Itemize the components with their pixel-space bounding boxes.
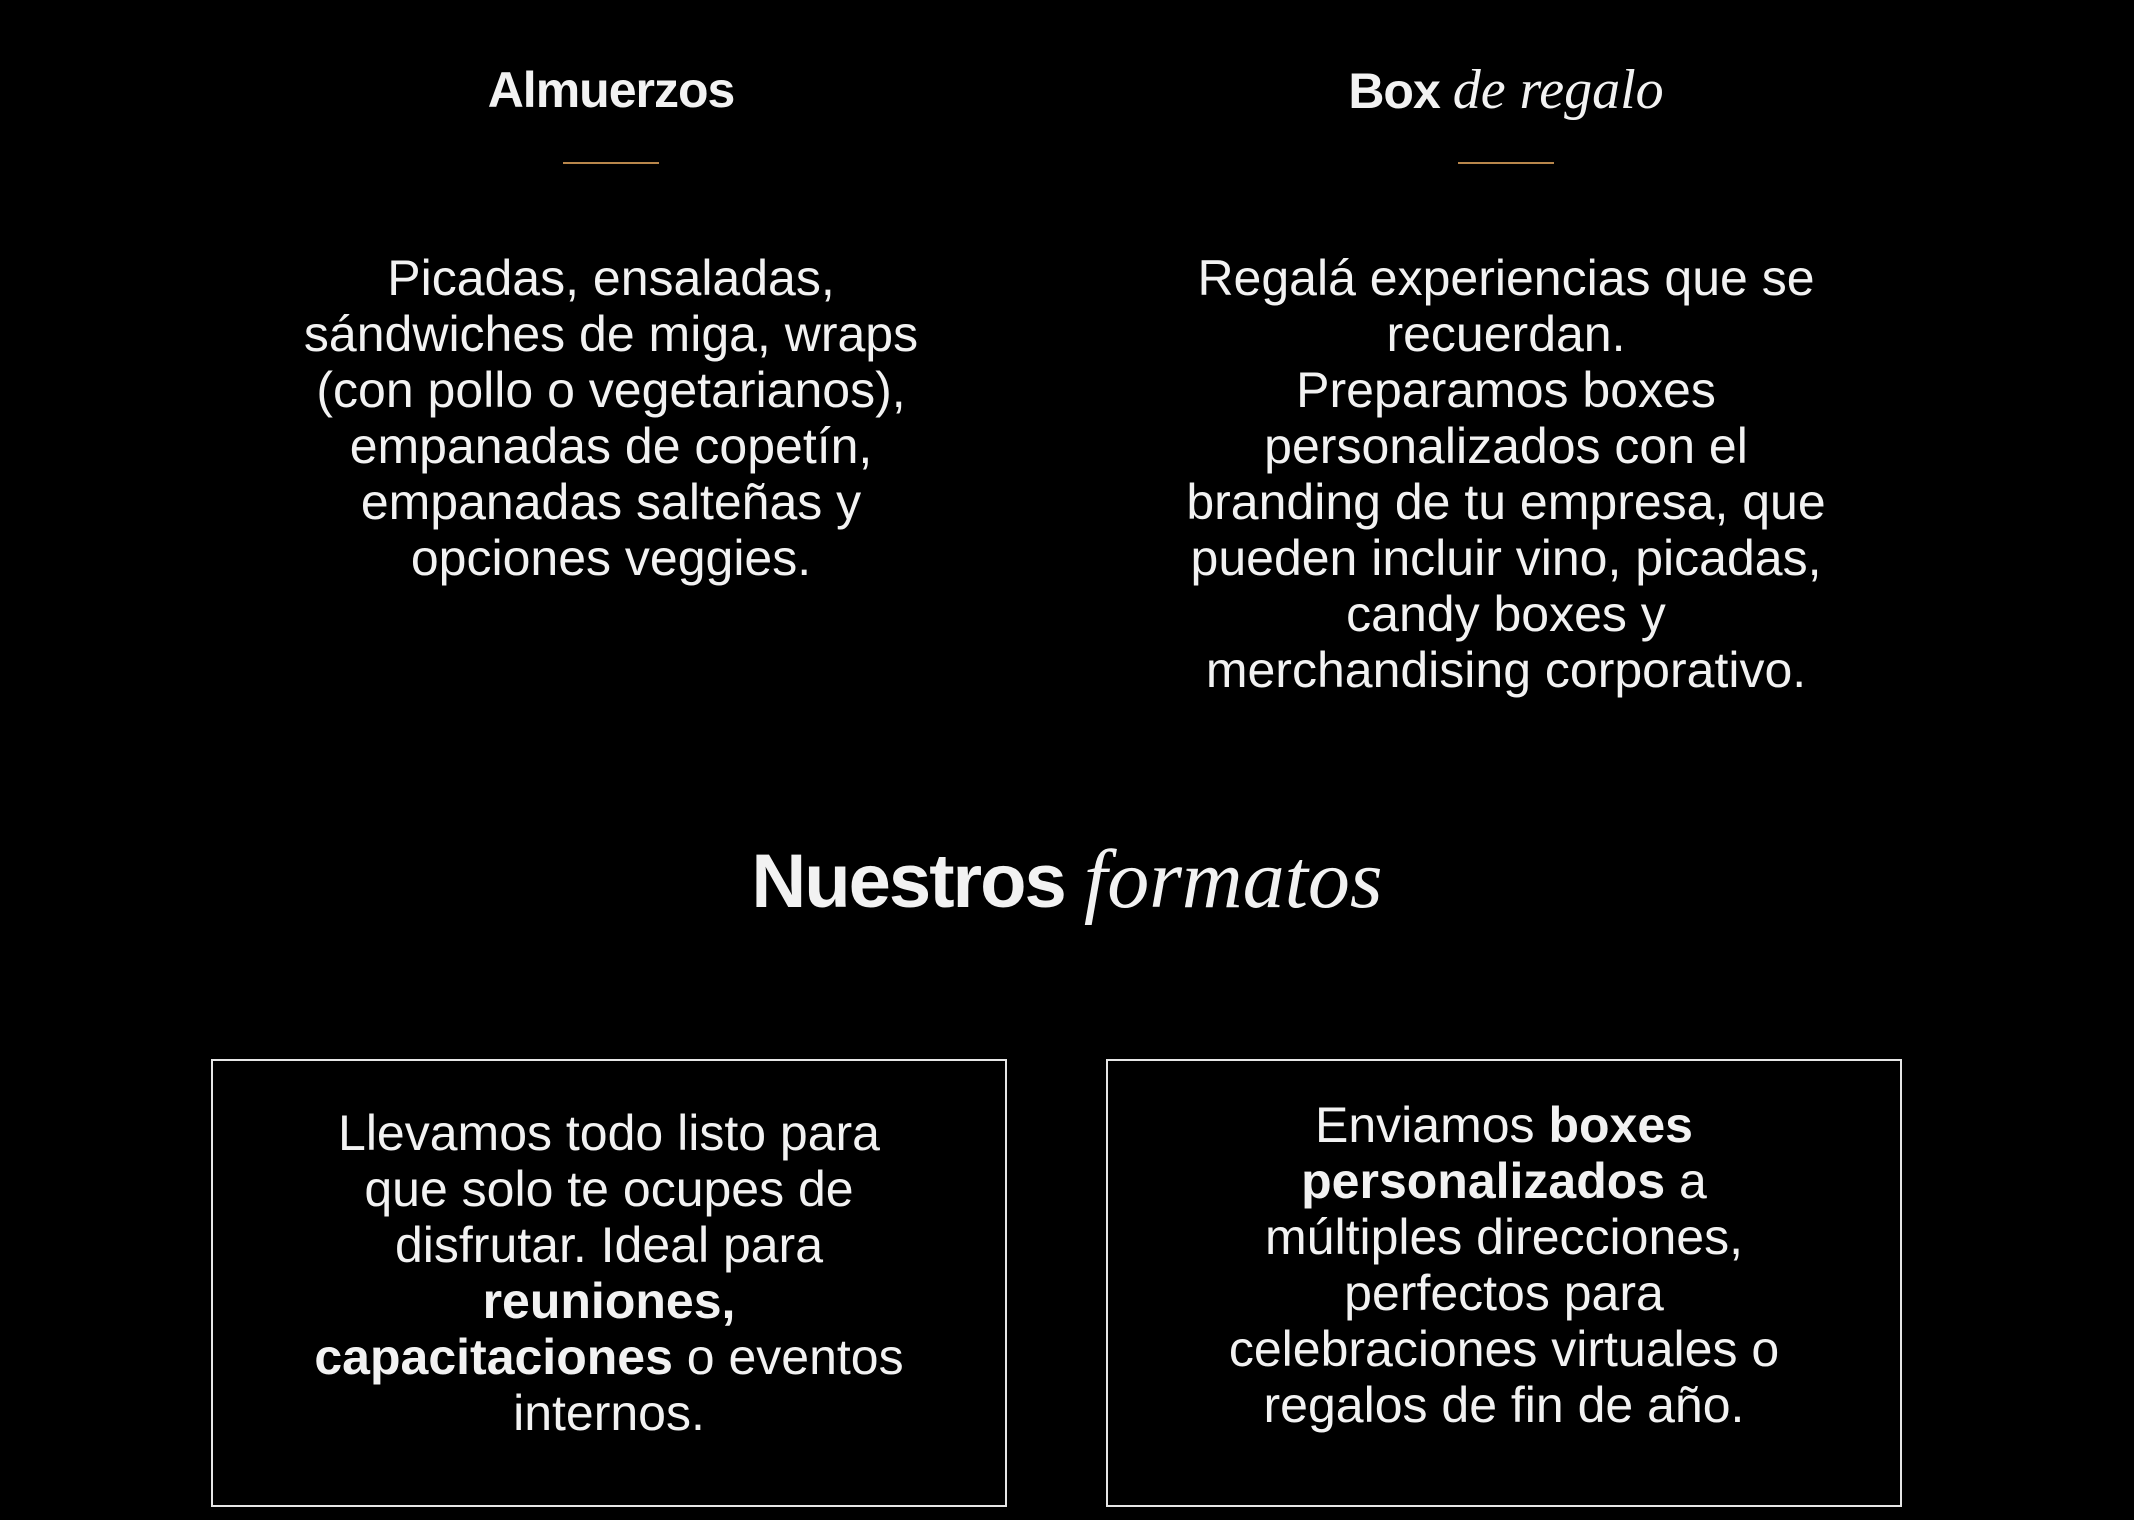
section-title-bold: Nuestros [751,839,1065,924]
accent-divider [1458,162,1554,164]
column-description-box-de-regalo [1126,250,1886,698]
description-line: branding de tu empresa, que [1186,474,1826,530]
card-line: múltiples direcciones, [1265,1209,1743,1265]
format-card-delivery [1106,1059,1902,1507]
column-title-box-de-regalo [1056,60,1956,121]
card-line: celebraciones virtuales o [1228,1321,1780,1377]
description-line: candy boxes y [1346,586,1666,642]
card-text-pre: Enviamos [1315,1097,1549,1153]
card-line: internos. [513,1385,705,1441]
format-card-text [1108,1097,1900,1433]
column-title-bold: Box [1348,63,1440,119]
format-card-in-person [211,1059,1007,1507]
description-line: empanadas de copetín, [349,418,873,474]
card-line: que solo te ocupes de [364,1161,854,1217]
column-description-almuerzos [231,250,991,586]
description-line: pueden incluir vino, picadas, [1190,530,1822,586]
card-line: regalos de fin de año. [1263,1377,1745,1433]
card-text-rest: o eventos [672,1329,904,1385]
card-line [1108,1097,1900,1153]
card-line [213,1329,1005,1385]
card-bold-text: boxes [1548,1097,1693,1153]
card-line [213,1273,1005,1329]
format-card-text [213,1105,1005,1441]
accent-divider [563,162,659,164]
card-bold-text: personalizados [1301,1153,1666,1209]
description-line: empanadas salteñas y [360,474,862,530]
column-title-italic: de regalo [1452,59,1664,121]
column-title-bold: Almuerzos [487,62,735,118]
card-line: perfectos para [1344,1265,1664,1321]
column-title-almuerzos [161,60,1061,120]
card-line: disfrutar. Ideal para [394,1217,824,1273]
description-line: sándwiches de miga, wraps [303,306,919,362]
description-line: Regalá experiencias que se [1197,250,1815,306]
description-line: personalizados con el [1264,418,1748,474]
description-line: opciones veggies. [410,530,812,586]
description-line: (con pollo o vegetarianos), [316,362,906,418]
section-title-italic: formatos [1083,833,1383,926]
card-bold-text: capacitaciones [314,1329,673,1385]
section-title-nuestros-formatos [0,830,2134,932]
card-line [1108,1153,1900,1209]
description-line: Preparamos boxes [1296,362,1716,418]
description-line: recuerdan. [1386,306,1626,362]
card-text-rest: a [1665,1153,1707,1209]
description-line: Picadas, ensaladas, [387,250,835,306]
card-bold-text: reuniones, [482,1273,736,1329]
description-line: merchandising corporativo. [1205,642,1807,698]
card-line: Llevamos todo listo para [338,1105,880,1161]
